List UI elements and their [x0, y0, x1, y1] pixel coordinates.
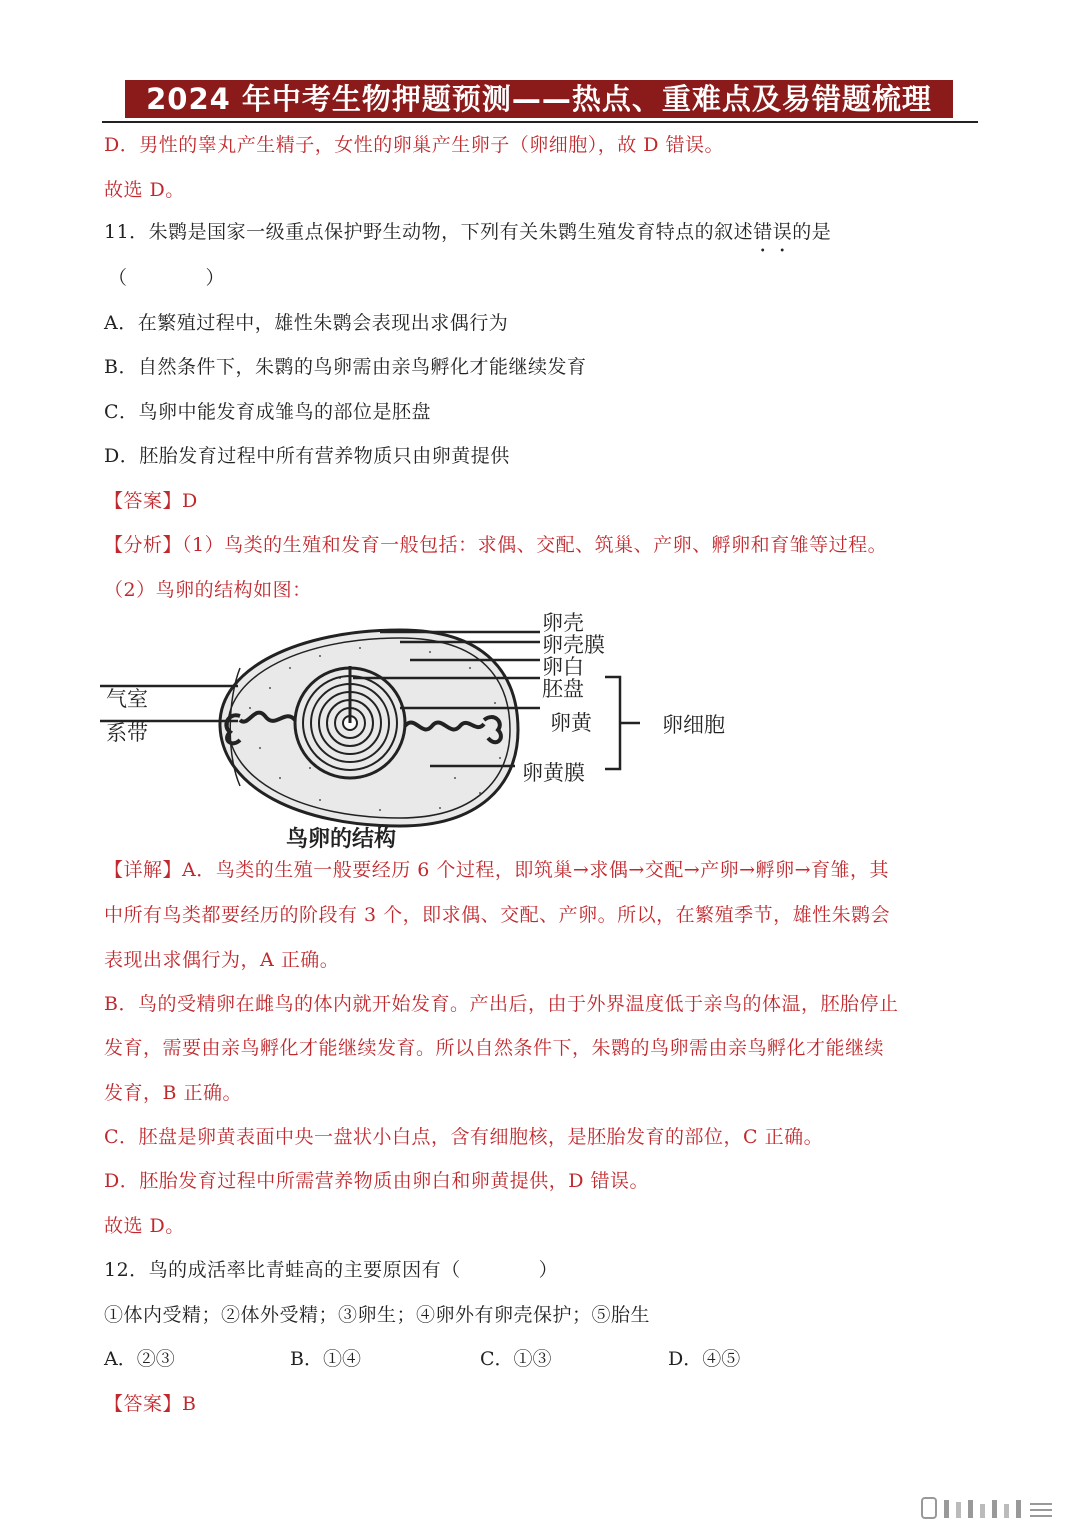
q11-detail-b-1: B．鸟的受精卵在雌鸟的体内就开始发育。产出后，由于外界温度低于亲鸟的体温，胚胎停止	[104, 993, 899, 1015]
q11-answer	[104, 488, 198, 514]
q11-answer-blank: （ ）	[108, 267, 226, 289]
q11-detail-b-2: 发育，需要由亲鸟孵化才能继续发育。所以自然条件下，朱鹮的鸟卵需由亲鸟孵化才能继续	[104, 1037, 885, 1059]
q11-detail-a-3: 表现出求偶行为，A 正确。	[104, 949, 340, 971]
q11-analysis-1	[104, 532, 887, 558]
q11-stem-prefix: 11．朱鹮是国家一级重点保护野生动物，下列有关朱鹮生殖发育特点的叙述	[104, 221, 754, 243]
q11-option-b: B．自然条件下，朱鹮的鸟卵需由亲鸟孵化才能继续发育	[104, 356, 587, 378]
q11-answer-tag: 【答案】	[104, 490, 183, 512]
q11-analysis-tag: 【分析】	[104, 534, 183, 556]
label-egg-cell: 卵细胞	[662, 713, 725, 737]
q11-detail-a-text: A．鸟类的生殖一般要经历 6 个过程，即筑巢→求偶→交配→产卵→孵卵→育雏，其	[182, 859, 890, 881]
q11-conclusion: 故选 D。	[104, 1215, 185, 1237]
q11-detail-tag: 【详解】	[104, 859, 183, 881]
q11-stem-emphasis-2: 误	[772, 221, 793, 243]
egg-structure-diagram	[100, 608, 760, 858]
prev-option-d-explanation: D．男性的睾丸产生精子，女性的卵巢产生卵子（卵细胞），故 D 错误。	[104, 134, 725, 156]
label-blastodisc: 胚盘	[542, 677, 584, 701]
q11-detail-b-3: 发育，B 正确。	[104, 1082, 243, 1104]
q12-option-c: C．①③	[480, 1348, 552, 1370]
q11-detail-d: D．胚胎发育过程中所需营养物质由卵白和卵黄提供，D 错误。	[104, 1170, 650, 1192]
title-divider	[102, 121, 978, 123]
q12-option-a: A．②③	[104, 1348, 175, 1370]
q11-option-d: D．胚胎发育过程中所有营养物质只由卵黄提供	[104, 445, 510, 467]
q12-answer	[104, 1391, 196, 1417]
q11-detail-c: C．胚盘是卵黄表面中央一盘状小白点，含有细胞核，是胚胎发育的部位，C 正确。	[104, 1126, 824, 1148]
label-yolk: 卵黄	[550, 711, 592, 735]
q11-option-a: A．在繁殖过程中，雄性朱鹮会表现出求偶行为	[104, 312, 509, 334]
prev-conclusion: 故选 D。	[104, 179, 185, 201]
figure-caption: 鸟卵的结构	[286, 827, 397, 852]
q12-items: ①体内受精；②体外受精；③卵生；④卵外有卵壳保护；⑤胎生	[104, 1304, 651, 1326]
label-yolk-membrane: 卵黄膜	[522, 761, 585, 785]
q11-answer-value: D	[182, 490, 198, 512]
label-albumen: 卵白	[542, 655, 584, 679]
label-shell: 卵壳	[542, 611, 584, 635]
q11-stem	[104, 219, 831, 245]
q11-stem-suffix: 的是	[792, 221, 832, 243]
q11-analysis-2: （2）鸟卵的结构如图：	[104, 579, 312, 601]
q11-option-c: C．鸟卵中能发育成雏鸟的部位是胚盘	[104, 401, 432, 423]
label-chalaza: 系带	[106, 721, 148, 745]
label-shell-membrane: 卵壳膜	[542, 633, 605, 657]
q11-analysis-text-1: （1）鸟类的生殖和发育一般包括：求偶、交配、筑巢、产卵、孵卵和育雏等过程。	[182, 534, 888, 556]
watermark-bars-icon	[918, 1494, 1058, 1522]
q12-option-d: D．④⑤	[668, 1348, 741, 1370]
q11-detail-a-1	[104, 857, 889, 883]
page-title: 2024 年中考生物押题预测——热点、重难点及易错题梳理	[125, 80, 953, 118]
q12-option-b: B．①④	[290, 1348, 361, 1370]
q12-answer-tag: 【答案】	[104, 1393, 183, 1415]
q12-stem: 12．鸟的成活率比青蛙高的主要原因有（ ）	[104, 1259, 559, 1281]
q11-stem-emphasis-1: 错	[753, 221, 773, 243]
q12-answer-value: B	[182, 1393, 197, 1415]
yolk-rings	[295, 666, 405, 778]
q11-detail-a-2: 中所有鸟类都要经历的阶段有 3 个，即求偶、交配、产卵。所以，在繁殖季节，雄性朱鹮会	[104, 904, 891, 926]
label-air-cell: 气室	[106, 687, 148, 711]
